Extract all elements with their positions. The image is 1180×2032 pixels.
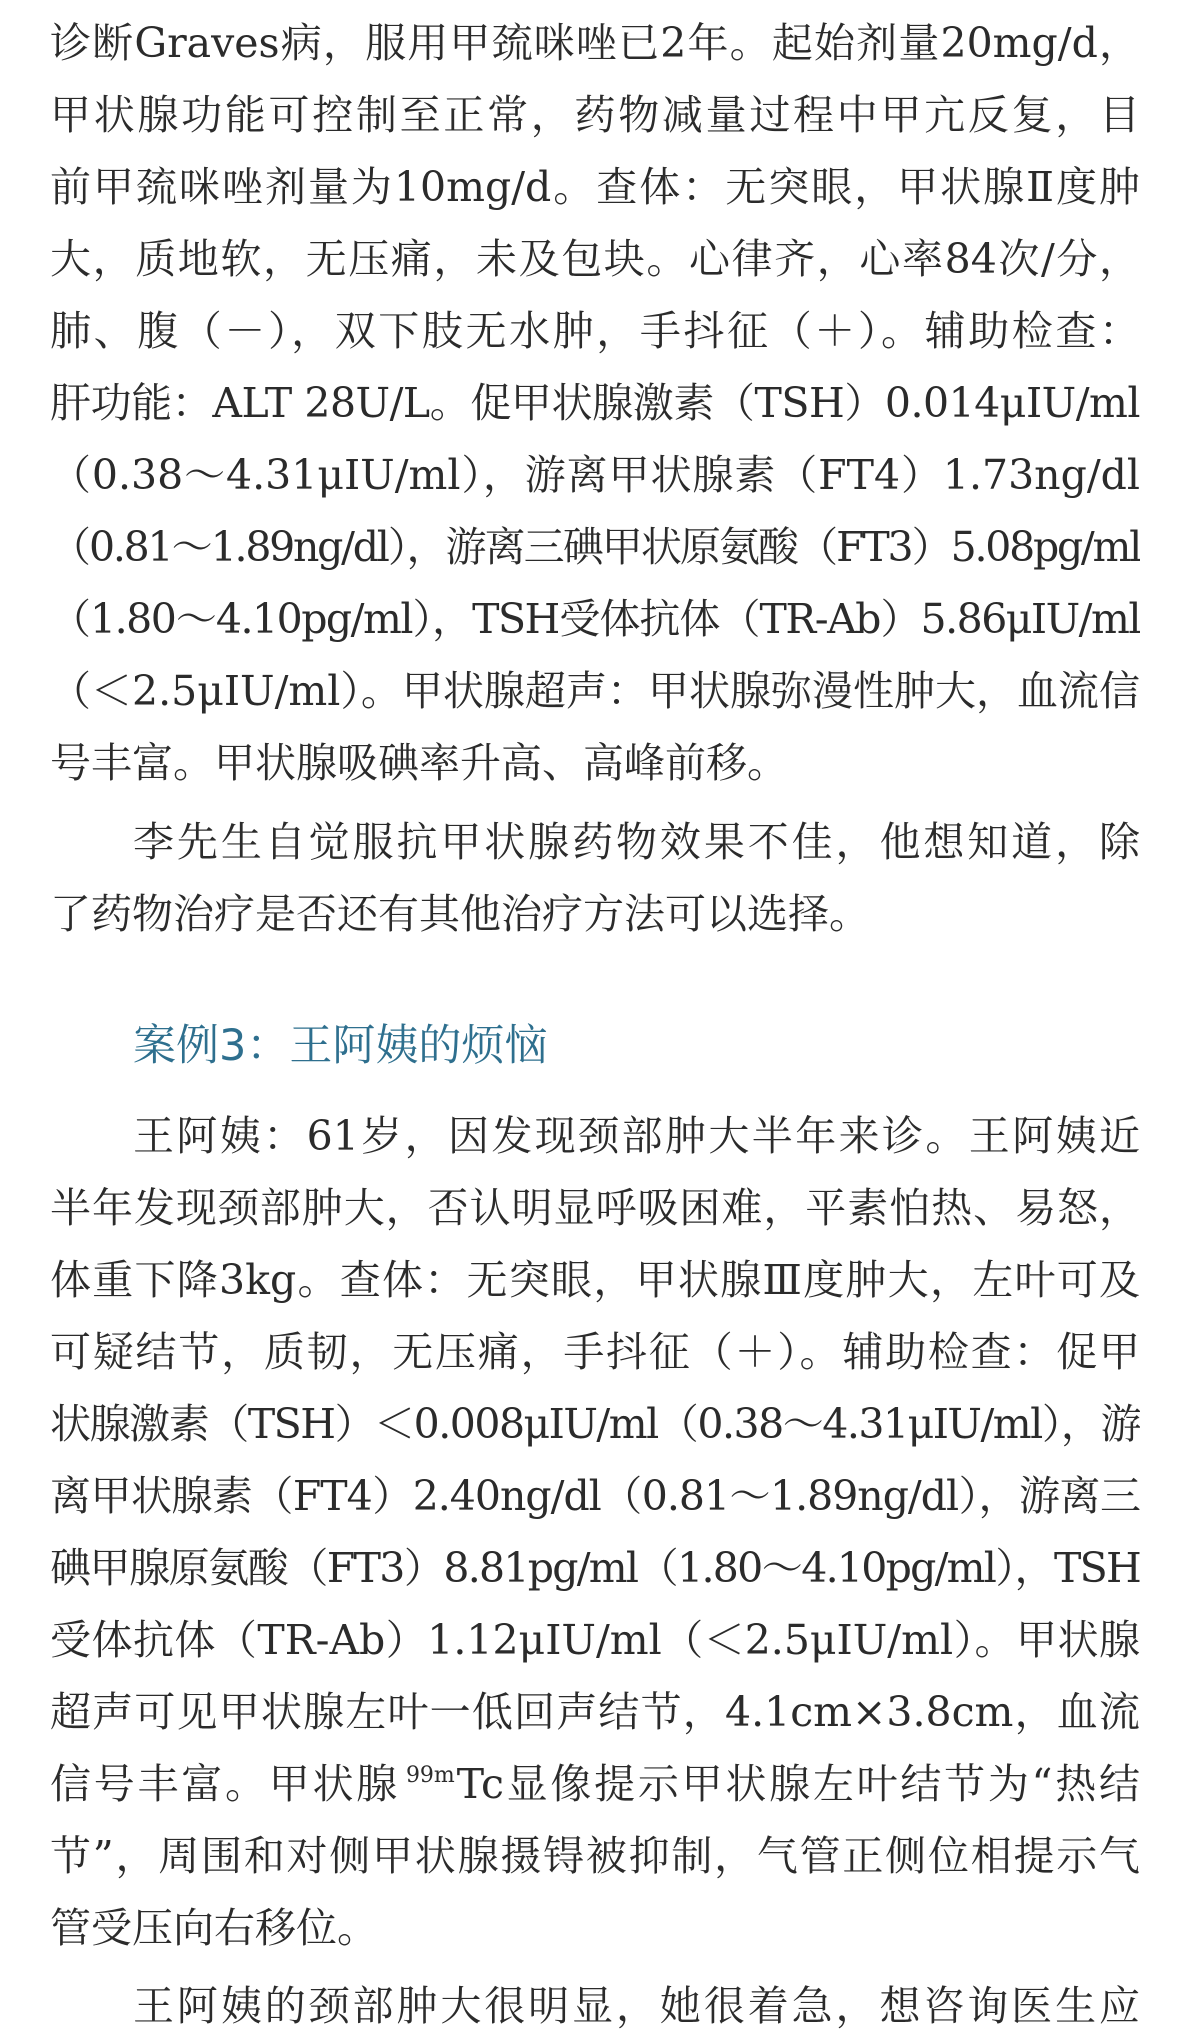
case2-line-10: （＜2.5μIU/ml）。甲状腺超声：甲状腺弥漫性肿大，血流信 <box>50 667 1140 715</box>
case2-line-5: 肺、腹（－），双下肢无水肿，手抖征（＋）。辅助检查： <box>50 307 1140 355</box>
case3-heading: 案例3：王阿姨的烦恼 <box>133 1021 548 1071</box>
case2-line-6: 肝功能：ALT 28U/L。促甲状腺激素（TSH）0.014μIU/ml <box>50 379 1140 427</box>
case2-para2-line-1: 李先生自觉服抗甲状腺药物效果不佳，他想知道，除 <box>133 818 1140 866</box>
case3-line-10 <box>50 1748 1140 1820</box>
case3-line-12: 管受压向右移位。 <box>50 1904 378 1952</box>
case3-line-10-before: 信号丰富。甲状腺 <box>50 1760 400 1808</box>
case2-line-11: 号丰富。甲状腺吸碘率升高、高峰前移。 <box>50 739 788 787</box>
case3-line-5: 状腺激素（TSH）＜0.008μIU/ml（0.38～4.31μIU/ml），游 <box>50 1400 1140 1448</box>
case3-line-9: 超声可见甲状腺左叶一低回声结节，4.1cm×3.8cm，血流 <box>50 1688 1140 1736</box>
case3-line-2: 半年发现颈部肿大，否认明显呼吸困难，平素怕热、易怒， <box>50 1184 1140 1232</box>
case2-line-4: 大，质地软，无压痛，未及包块。心律齐，心率84次/分， <box>50 235 1140 283</box>
case2-line-3: 前甲巯咪唑剂量为10mg/d。查体：无突眼，甲状腺Ⅱ度肿 <box>50 163 1140 211</box>
case3-line-1: 王阿姨：61岁，因发现颈部肿大半年来诊。王阿姨近 <box>133 1112 1140 1160</box>
case2-line-7: （0.38～4.31μIU/ml），游离甲状腺素（FT4）1.73ng/dl <box>50 451 1140 499</box>
case3-line-7: 碘甲腺原氨酸（FT3）8.81pg/ml（1.80～4.10pg/ml），TSH <box>50 1544 1140 1592</box>
case3-line-11: 节”，周围和对侧甲状腺摄锝被抑制，气管正侧位相提示气 <box>50 1832 1140 1880</box>
case3-line-3: 体重下降3kg。查体：无突眼，甲状腺Ⅲ度肿大，左叶可及 <box>50 1256 1140 1304</box>
case3-line-10-after: Tc显像提示甲状腺左叶结节为“热结 <box>456 1760 1140 1808</box>
case3-line-4: 可疑结节，质韧，无压痛，手抖征（＋）。辅助检查：促甲 <box>50 1328 1140 1376</box>
case2-line-1: 诊断Graves病，服用甲巯咪唑已2年。起始剂量20mg/d， <box>50 19 1140 67</box>
case2-line-9: （1.80～4.10pg/ml），TSH受体抗体（TR-Ab）5.86μIU/ml <box>50 595 1140 643</box>
isotope-superscript: 99m <box>405 1763 455 1788</box>
case3-line-6: 离甲状腺素（FT4）2.40ng/dl（0.81～1.89ng/dl），游离三 <box>50 1472 1140 1520</box>
case2-line-2: 甲状腺功能可控制至正常，药物减量过程中甲亢反复，目 <box>50 91 1140 139</box>
case3-para2-line-1: 王阿姨的颈部肿大很明显，她很着急，想咨询医生应 <box>133 1982 1140 2030</box>
case2-line-8: （0.81～1.89ng/dl），游离三碘甲状原氨酸（FT3）5.08pg/ml <box>50 523 1140 571</box>
case3-line-8: 受体抗体（TR-Ab）1.12μIU/ml（＜2.5μIU/ml）。甲状腺 <box>50 1616 1140 1664</box>
case2-para2-line-2: 了药物治疗是否还有其他治疗方法可以选择。 <box>50 890 870 938</box>
